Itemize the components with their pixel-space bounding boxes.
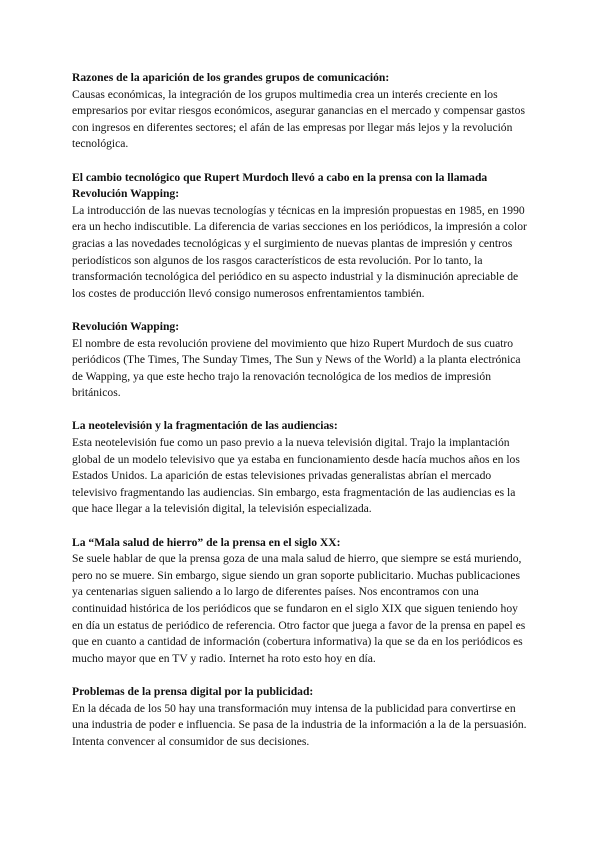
section-paragraph: Causas económicas, la integración de los grupos multimedia crea un interés creciente en los empresarios por evitar riesgos económicos, asegurar ganancias en el mercado y compensar gastos con ingresos en diferentes sectores; el afán de las empresas por llegar más lejos y la revolución tecnológica. bbox=[72, 87, 525, 151]
section-paragraph: La introducción de las nuevas tecnologías y técnicas en la impresión propuestas en 1985, en 1990 era un hecho indiscutible. La diferencia de varias secciones en los periódicos, la impresión a color gracias a las novedades tecnológicas y el surgimiento de nuevas plantas de impresión y centros periodísticos son algunos de los rasgos característicos de esta revolución. Por lo tanto, la transformación tecnológica del periódico en su aspecto industrial y la disminución apreciable de los costes de producción llevó consigo numerosos enfrentamientos también. bbox=[72, 203, 527, 300]
section-mala-salud-de-hierro bbox=[72, 535, 528, 668]
section-heading: El cambio tecnológico que Rupert Murdoch llevó a cabo en la prensa con la llamada Revolución Wapping: bbox=[72, 170, 488, 201]
section-paragraph: Se suele hablar de que la prensa goza de una mala salud de hierro, que siempre se está muriendo, pero no se muere. Sin embargo, sigue siendo un gran soporte publicitario. Muchas publicaciones ya centenarias siguen saliendo a lo largo de diferentes países. Nos encontramos con una continuidad histórica de los periódicos que se fundaron en el siglo XIX que siguen teniendo hoy en día un estatus de periódico de referencia. Otro factor que juega a favor de la prensa en papel es que en cuanto a cantidad de información (cobertura informativa) la que se da en los periódicos es mucho mayor que en TV y radio. Internet ha roto esto hoy en día. bbox=[72, 552, 526, 665]
section-heading: Problemas de la prensa digital por la publicidad: bbox=[72, 684, 314, 698]
section-cambio-tecnologico bbox=[72, 170, 528, 303]
section-heading: Revolución Wapping: bbox=[72, 319, 180, 333]
section-razones bbox=[72, 70, 528, 153]
section-neotelevision bbox=[72, 418, 528, 518]
section-revolucion-wapping bbox=[72, 319, 528, 402]
section-paragraph: En la década de los 50 hay una transformación muy intensa de la publicidad para convertirse en una industria de poder e influencia. Se pasa de la industria de la información a la de la persuasión. Intenta convencer al consumidor de sus decisiones. bbox=[72, 701, 527, 748]
section-heading: La “Mala salud de hierro” de la prensa en el siglo XX: bbox=[72, 535, 341, 549]
section-prensa-digital bbox=[72, 684, 528, 750]
section-heading: Razones de la aparición de los grandes grupos de comunicación: bbox=[72, 71, 390, 84]
section-paragraph: Esta neotelevisión fue como un paso previo a la nueva televisión digital. Trajo la implantación global de un modelo televisivo que ya estaba en funcionamiento desde hacía muchos años en los Estados Unidos. La aparición de estas televisiones privadas generalistas abrían el mercado televisivo fragmentando las audiencias. Sin embargo, esta fragmentación de las audiencias es la que hace llegar a la televisión digital, la televisión especializada. bbox=[72, 436, 520, 516]
document-body bbox=[72, 70, 528, 767]
section-paragraph: El nombre de esta revolución proviene del movimiento que hizo Rupert Murdoch de sus cuatro periódicos (The Times, The Sunday Times, The Sun y News of the World) a la planta electrónica de Wapping, ya que este hecho trajo la renovación tecnológica de los medios de impresión británicos. bbox=[72, 336, 521, 400]
section-heading: La neotelevisión y la fragmentación de las audiencias: bbox=[72, 419, 338, 433]
